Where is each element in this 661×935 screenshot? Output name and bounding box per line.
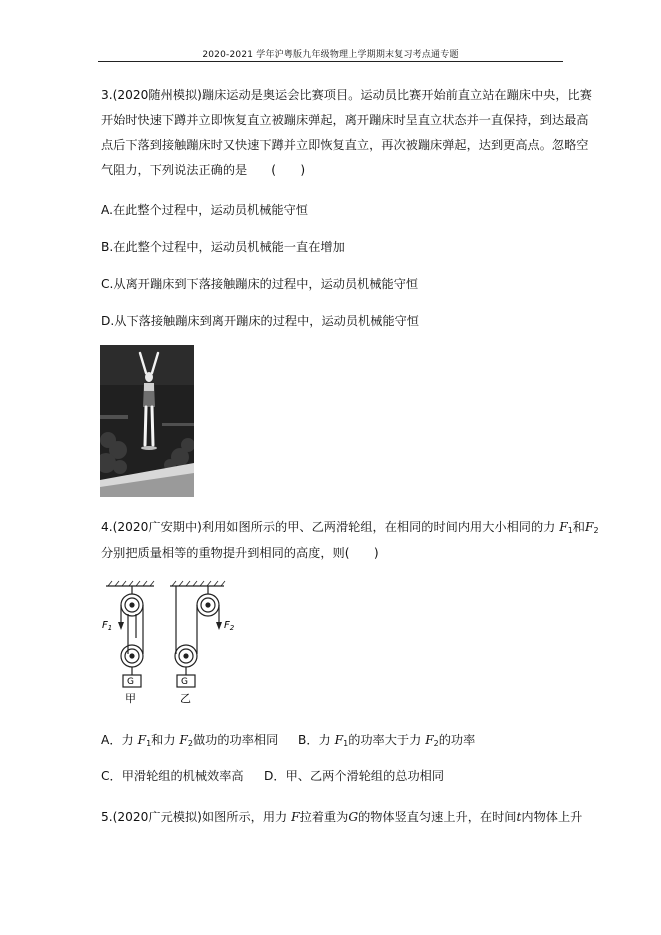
q3-line-1: 3.(2020随州模拟)蹦床运动是奥运会比赛项目。运动员比赛开始前直立站在蹦床中央，比赛 [101, 88, 592, 102]
force-symbol: F [425, 733, 434, 747]
q3-line-4 [101, 161, 305, 178]
pulley-diagram [100, 578, 250, 708]
trampoline-photo [100, 345, 194, 497]
q4-option-a-text-2: 和力 [151, 733, 180, 747]
header-rule [98, 61, 563, 62]
subscript-1: 1 [567, 526, 573, 535]
q4-option-b-text-1: B．力 [298, 733, 335, 747]
diagram-caption-yi: 乙 [180, 692, 191, 705]
q3-option-b: B.在此整个过程中，运动员机械能一直在增加 [101, 240, 345, 254]
subscript-1: 1 [146, 739, 152, 748]
force-symbol: F [137, 733, 147, 747]
q4-option-a [101, 731, 278, 748]
q4-option-b-text-3: 的功率 [438, 733, 476, 747]
answer-bracket: ( ) [271, 163, 306, 177]
subscript-2: 2 [593, 526, 599, 535]
q3-line-2: 开始时快速下蹲并立即恢复直立被蹦床弹起，离开蹦床时呈直立状态并一直保持，到达最高 [101, 113, 589, 127]
q3-line-4-text: 气阻力，下列说法正确的是 [101, 163, 248, 177]
diagram-label-f1: $F_1$ [102, 620, 113, 632]
q4-option-b-text-2: 的功率大于力 [348, 733, 426, 747]
page-header: 2020-2021 学年沪粤版九年级物理上学期期末复习考点通专题 [202, 50, 459, 60]
q5-text-2: 拉着重为 [299, 810, 349, 824]
q4-option-a-text-1: A．力 [101, 733, 138, 747]
q3-line-3: 点后下落到接触蹦床时又快速下蹲并立即恢复直立，再次被蹦床弹起，达到更高点。忽略空 [101, 138, 589, 152]
q5-line-1 [101, 808, 582, 825]
diagram-label-f2: $F_2$ [224, 620, 235, 632]
force-symbol: F [334, 733, 344, 747]
conjunction: 和 [572, 520, 585, 534]
q4-option-b [298, 731, 475, 748]
subscript-1: 1 [343, 739, 349, 748]
trampoline-photo-art [100, 345, 194, 497]
q4-option-c: C．甲滑轮组的机械效率高 [101, 769, 244, 783]
subscript-2: 2 [433, 739, 439, 748]
weight-label: G [127, 677, 134, 687]
q5-text-4: 内物体上升 [521, 810, 583, 824]
q5-text-3: 的物体竖直匀速上升，在时间 [358, 810, 517, 824]
q4-option-a-text-3: 做功的功率相同 [192, 733, 279, 747]
q4-line-1-text: 4.(2020广安期中)利用如图所示的甲、乙两滑轮组，在相同的时间内用大小相同的力 [101, 520, 560, 534]
force-symbol: F [291, 810, 300, 824]
weight-label: G [181, 677, 188, 687]
diagram-caption-jia: 甲 [125, 692, 136, 705]
q4-line-2: 分别把质量相等的重物提升到相同的高度，则( ) [101, 546, 379, 560]
q3-option-c: C.从离开蹦床到下落接触蹦床的过程中，运动员机械能守恒 [101, 277, 419, 291]
pulley-diagram-art [100, 578, 250, 708]
force-symbol: F [179, 733, 188, 747]
weight-symbol: G [348, 810, 359, 824]
time-symbol: t [516, 810, 522, 824]
q5-text-1: 5.(2020广元模拟)如图所示，用力 [101, 810, 292, 824]
force-symbol: F [559, 520, 568, 534]
q4-option-d: D．甲、乙两个滑轮组的总功相同 [264, 769, 445, 783]
q3-option-d: D.从下落接触蹦床到离开蹦床的过程中，运动员机械能守恒 [101, 314, 419, 328]
q3-option-a: A.在此整个过程中，运动员机械能守恒 [101, 203, 308, 217]
subscript-2: 2 [187, 739, 193, 748]
q4-line-1 [101, 518, 599, 535]
force-symbol: F [584, 520, 594, 534]
